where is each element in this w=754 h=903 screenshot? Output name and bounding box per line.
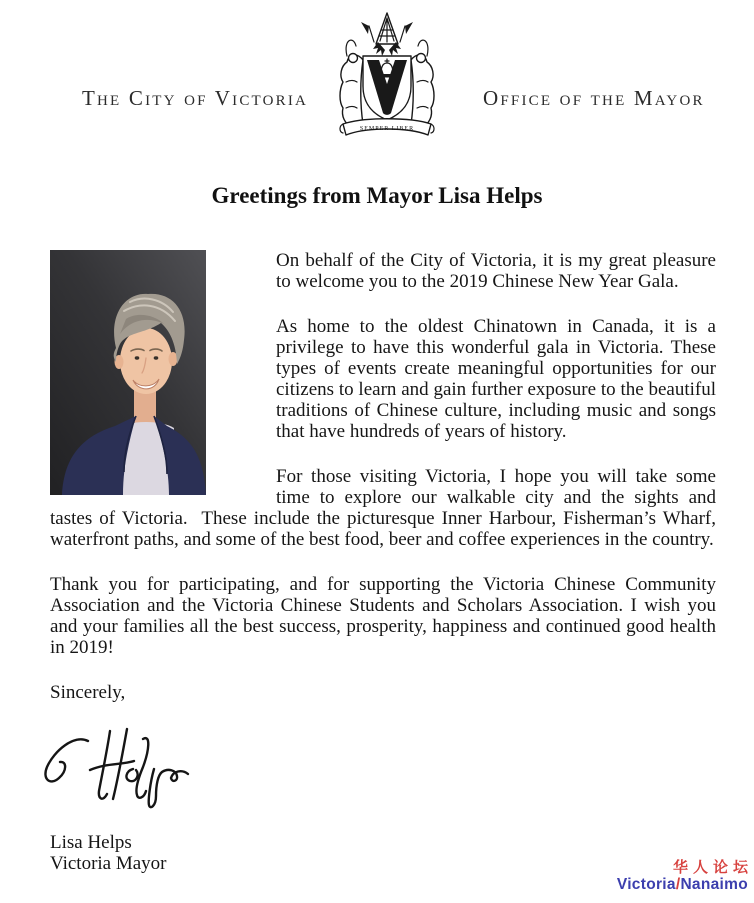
signatory-name: Lisa Helps bbox=[50, 832, 132, 853]
forum-watermark bbox=[616, 858, 753, 893]
mayor-portrait-photo bbox=[50, 250, 206, 495]
header-office-name: Office of the Mayor bbox=[483, 86, 705, 110]
watermark-site-name bbox=[617, 877, 748, 893]
victoria-coat-of-arms-icon bbox=[332, 12, 442, 140]
closing-salutation: Sincerely, bbox=[50, 682, 126, 703]
paragraph-1: On behalf of the City of Victoria, it is my great pleasure to welcome you to the 2019 Chinese New Year Gala. bbox=[276, 250, 721, 292]
paragraph-3: For those visiting Victoria, I hope you will take some time to explore our walkable city and the sights and tastes of Victoria. These include the picturesque Inner Harbour, Fisherman’s Wharf, waterfront paths, and some of the best food, beer and coffee experiences in the country. bbox=[50, 466, 721, 550]
paragraph-4: Thank you for participating, and for supporting the Victoria Chinese Community Association and the Victoria Chinese Students and Scholars Association. I wish you and your families all the best success, prosperity, happiness and continued good health in 2019! bbox=[50, 574, 721, 658]
signatory-title: Victoria Mayor bbox=[50, 853, 167, 874]
paragraph-2: As home to the oldest Chinatown in Canada, it is a privilege to have this wonderful gala in Victoria. These types of events create meaningful opportunities for our citizens to learn and gain further exposure to the beautiful traditions of Chinese culture, including music and songs that have hundreds of years of history. bbox=[276, 316, 721, 442]
watermark-victoria: Victoria bbox=[616, 876, 676, 893]
crest-motto: SEMPER LIBER bbox=[359, 126, 415, 132]
watermark-slash: / bbox=[675, 876, 681, 893]
letter-title: Greetings from Mayor Lisa Helps bbox=[211, 183, 543, 208]
handwritten-signature bbox=[30, 725, 190, 813]
watermark-nanaimo: Nanaimo bbox=[680, 876, 748, 893]
watermark-chinese-text: 华人论坛 bbox=[672, 858, 753, 876]
header-city-name: The City of Victoria bbox=[82, 86, 309, 110]
